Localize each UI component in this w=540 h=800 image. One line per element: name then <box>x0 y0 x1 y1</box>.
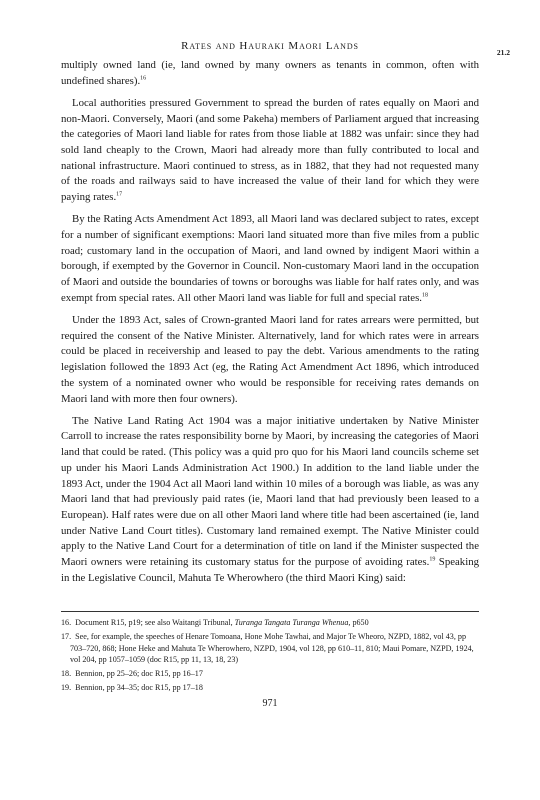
footnote-ref: 17 <box>116 191 123 198</box>
footnote-ref: 16 <box>140 75 147 82</box>
footnote-ref: 18 <box>421 292 428 299</box>
running-head: Rates and Hauraki Maori Lands <box>181 40 359 52</box>
footnote-divider <box>61 611 479 612</box>
paragraph-text: Local authorities pressured Government to spread the burden of rates equally on Maori and non-Maori. Conversely, Maori (and some Pakeha) members of Parliament argued that increasing the categories of Maori land liable for rates from those liable at 1882 was unfair: since they had sold land cheaply to the Crown, Maori had already more than fully contributed to local and national infrastructure. Maori continued to stress, as in 1882, that they had not requested many of the roads and railways said to have increased the value of their land for which they were paying rates. <box>61 96 479 204</box>
paragraph-text: Speaking in the Legislative Council, Mahuta Te Wherowhero (the third Maori King) said: <box>61 556 479 584</box>
footnote-text: Document R15, p19; see also Waitangi Tribunal, <box>75 618 235 627</box>
paragraph <box>61 313 479 407</box>
paragraph-text: The Native Land Rating Act 1904 was a major initiative undertaken by Native Minister Carroll to increase the rates responsibility borne by Maori, by increasing the categories of Maori land that could be rated. (This policy was a quid pro quo for his Maori land councils scheme set up under his Maori Lands Administration Act 1900.) In addition to the land liable under the 1893 Act, under the 1904 Act all Maori land within 10 miles of a borough was liable, as was any Maori land that had previously paid rates (ie, Maori land that had previously been leased to a European). Half rates were due on all other Maori land where title had been ascertained (ie, land under Native Land Court titles). Customary land remained exempt. The Native Minister could apply to the Native Land Court for a determination of title on land if the Minister suspected the Maori owners were retaining its customary status for the purpose of avoiding rates. <box>61 414 479 569</box>
paragraph-text: Under the 1893 Act, sales of Crown-granted Maori land for rates arrears were permitted, but required the consent of the Native Minister. Alternatively, land for which rates were in arrears could be placed in receivership and leased to pay the debt. Various amendments to the rating legislation followed the 1893 Act (eg, the Rating Act Amendment Act 1896, which introduced the system of a nominated owner who would be responsible for receiving rates demands on Maori land with more then four owners). <box>61 314 479 405</box>
footnote-text: , p650 <box>348 618 369 627</box>
footnote <box>61 617 479 629</box>
footnote-text: Bennion, pp 34–35; doc R15, pp 17–18 <box>75 683 203 693</box>
page-number: 971 <box>262 698 278 709</box>
paragraph <box>61 96 479 206</box>
paragraph-text: multiply owned land (ie, land owned by many owners as tenants in common, often with undefined shares). <box>61 59 479 87</box>
footnote-ref: 19 <box>429 556 436 563</box>
paragraph-text: By the Rating Acts Amendment Act 1893, all Maori land was declared subject to rates, except for a number of significant exemptions: Maori land situated more than five miles from a public road; customary land in the occupation of Maori, and land owned by indigent Maori within a borough, if exempted by the Governor in Council. Non-customary Maori land in the occupation of Maori and outside the boundaries of towns or boroughs was liable for half rates only, and was exempt from special rates. All other Maori land was liable for full and special rates. <box>61 213 479 304</box>
footnote <box>61 631 479 666</box>
paragraph <box>61 414 479 587</box>
footnote <box>61 682 479 694</box>
footnote-title: Turanga Tangata Turanga Whenua <box>234 618 349 627</box>
paragraph <box>61 58 479 89</box>
section-number: 21.2 <box>496 48 510 57</box>
footnote-number: 16. <box>61 618 72 627</box>
body-text <box>61 58 479 593</box>
footnote <box>61 668 479 680</box>
paragraph <box>61 212 479 306</box>
footnote-number: 17. <box>61 632 72 642</box>
footnotes <box>61 617 479 697</box>
footnote-number: 18. <box>61 669 72 679</box>
footnote-text: Bennion, pp 25–26; doc R15, pp 16–17 <box>75 669 203 679</box>
footnote-text: See, for example, the speeches of Henare Tomoana, Hone Mohe Tawhai, and Major Te Wheoro, NZPD, 1882, vol 43, pp 703–720, 868; Hone Heke and Mahuta Te Wherowhero, NZPD, 1904, vol 128, pp 610–11, 810; Maui Pomare, NZPD, 1924, vol 204, pp 1057–1059 (doc R15, pp 11, 13, 18, 23) <box>70 632 474 665</box>
footnote-number: 19. <box>61 683 72 693</box>
